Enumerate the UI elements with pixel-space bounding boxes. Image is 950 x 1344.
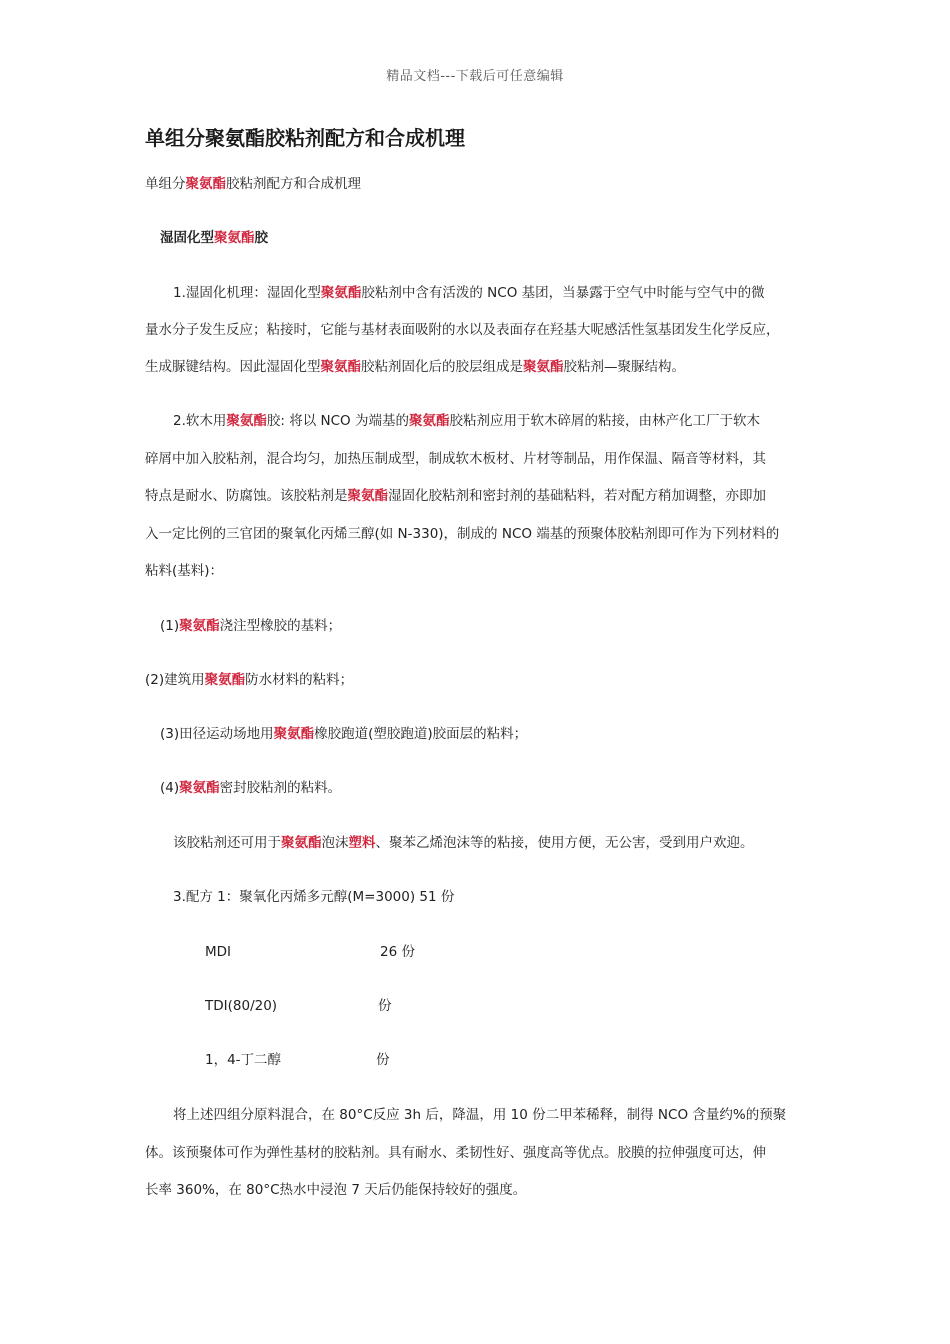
list-item	[145, 670, 353, 690]
keyword-highlight: 聚氨酯	[281, 835, 322, 851]
p2-line-4: 入一定比例的三官团的聚氧化丙烯三醇(如 N-330)，制成的 NCO 端基的预聚体胶粘剂即可作为下列材料的	[145, 526, 780, 542]
text-run: 泡沫	[321, 835, 349, 851]
keyword-highlight: 聚氨酯	[214, 230, 255, 246]
text-run: (4)	[160, 780, 180, 796]
text-run: 生成脲键结构。因此湿固化型	[145, 359, 321, 375]
p3-line	[173, 833, 754, 853]
formula-row-amount: 26 份	[380, 944, 415, 960]
text-run: 密封胶粘剂的粘料。	[219, 780, 342, 796]
keyword-highlight: 聚氨酯	[320, 359, 361, 375]
list-item	[160, 616, 341, 636]
p4-line-2: 体。该预聚体可作为弹性基材的胶粘剂。具有耐水、柔韧性好、强度高等优点。胶膜的拉伸强度可达，伸	[145, 1145, 766, 1161]
text-run: 胶粘剂固化后的胶层组成是	[361, 359, 523, 375]
text-run: 单组分	[145, 176, 186, 192]
keyword-highlight: 聚氨酯	[204, 672, 246, 688]
section-heading	[160, 228, 268, 248]
formula-row-amount: 份	[378, 998, 392, 1014]
keyword-highlight: 聚氨酯	[320, 285, 362, 301]
keyword-highlight: 聚氨酯	[179, 618, 220, 634]
keyword-highlight: 塑料	[348, 835, 376, 851]
text-run: 1.湿固化机理：湿固化型	[173, 285, 321, 301]
text-run: 胶: 将以 NCO 为端基的	[266, 413, 409, 429]
p2-line-3	[145, 486, 766, 506]
list-item	[160, 778, 341, 798]
p4-line-3: 长率 360%，在 80°C热水中浸泡 7 天后仍能保持较好的强度。	[145, 1182, 527, 1198]
p4-line-1: 将上述四组分原料混合，在 80°C反应 3h 后，降温，用 10 份二甲苯稀释，制得 NCO 含量约%的预聚	[173, 1107, 787, 1123]
keyword-highlight: 聚氨酯	[185, 176, 226, 192]
page-header: 精品文档---下载后可任意编辑	[386, 69, 564, 84]
text-run: 湿固化胶粘剂和密封剂的基础粘料，若对配方稍加调整，亦即加	[388, 488, 766, 504]
text-run: (1)	[160, 618, 180, 634]
formula-row-name: MDI	[205, 944, 232, 960]
keyword-highlight: 聚氨酯	[347, 488, 388, 504]
text-run: 该胶粘剂还可用于	[173, 835, 281, 851]
formula-row-amount: 份	[376, 1052, 390, 1068]
list-item	[160, 724, 527, 744]
text-run: (2)建筑用	[145, 672, 205, 688]
formula-heading: 3.配方 1：聚氧化丙烯多元醇(M=3000) 51 份	[173, 889, 455, 905]
text-run: (3)田径运动场地用	[160, 726, 274, 742]
formula-row-name: 1，4-丁二醇	[205, 1052, 282, 1068]
text-run: 胶粘剂—聚脲结构。	[563, 359, 685, 375]
p2-line-1	[173, 411, 760, 431]
p1-line-3	[145, 357, 685, 377]
p2-line-2: 碎屑中加入胶粘剂，混合均匀，加热压制成型，制成软木板材、片材等制品，用作保温、隔音等材料，其	[145, 451, 766, 467]
text-run: 橡胶跑道(塑胶跑道)胶面层的粘料；	[314, 726, 528, 742]
formula-row-name: TDI(80/20)	[205, 998, 278, 1014]
p1-line-1	[173, 283, 765, 303]
text-run: 胶粘剂配方和合成机理	[226, 176, 361, 192]
p2-line-5: 粘料(基料)：	[145, 563, 224, 579]
keyword-highlight: 聚氨酯	[408, 413, 450, 429]
text-run: 胶粘剂应用于软木碎屑的粘接，由林产化工厂于软木	[449, 413, 760, 429]
text-run: 浇注型橡胶的基料；	[219, 618, 342, 634]
keyword-highlight: 聚氨酯	[226, 413, 267, 429]
text-run: 2.软木用	[173, 413, 227, 429]
p1-line-2: 量水分子发生反应；粘接时，它能与基材表面吸附的水以及表面存在羟基大呢感活性氢基团发生化学反应，	[145, 322, 780, 338]
text-run: 、聚苯乙烯泡沫等的粘接，使用方便，无公害，受到用户欢迎。	[375, 835, 754, 851]
text-run: 特点是耐水、防腐蚀。该胶粘剂是	[145, 488, 348, 504]
keyword-highlight: 聚氨酯	[179, 780, 220, 796]
keyword-highlight: 聚氨酯	[273, 726, 315, 742]
document-title: 单组分聚氨酯胶粘剂配方和合成机理	[145, 126, 465, 150]
text-run: 湿固化型	[160, 230, 214, 246]
subtitle	[145, 174, 361, 194]
text-run: 胶粘剂中含有活泼的 NCO 基团，当暴露于空气中时能与空气中的微	[361, 285, 765, 301]
text-run: 胶	[254, 230, 268, 246]
keyword-highlight: 聚氨酯	[523, 359, 564, 375]
text-run: 防水材料的粘料；	[245, 672, 354, 688]
